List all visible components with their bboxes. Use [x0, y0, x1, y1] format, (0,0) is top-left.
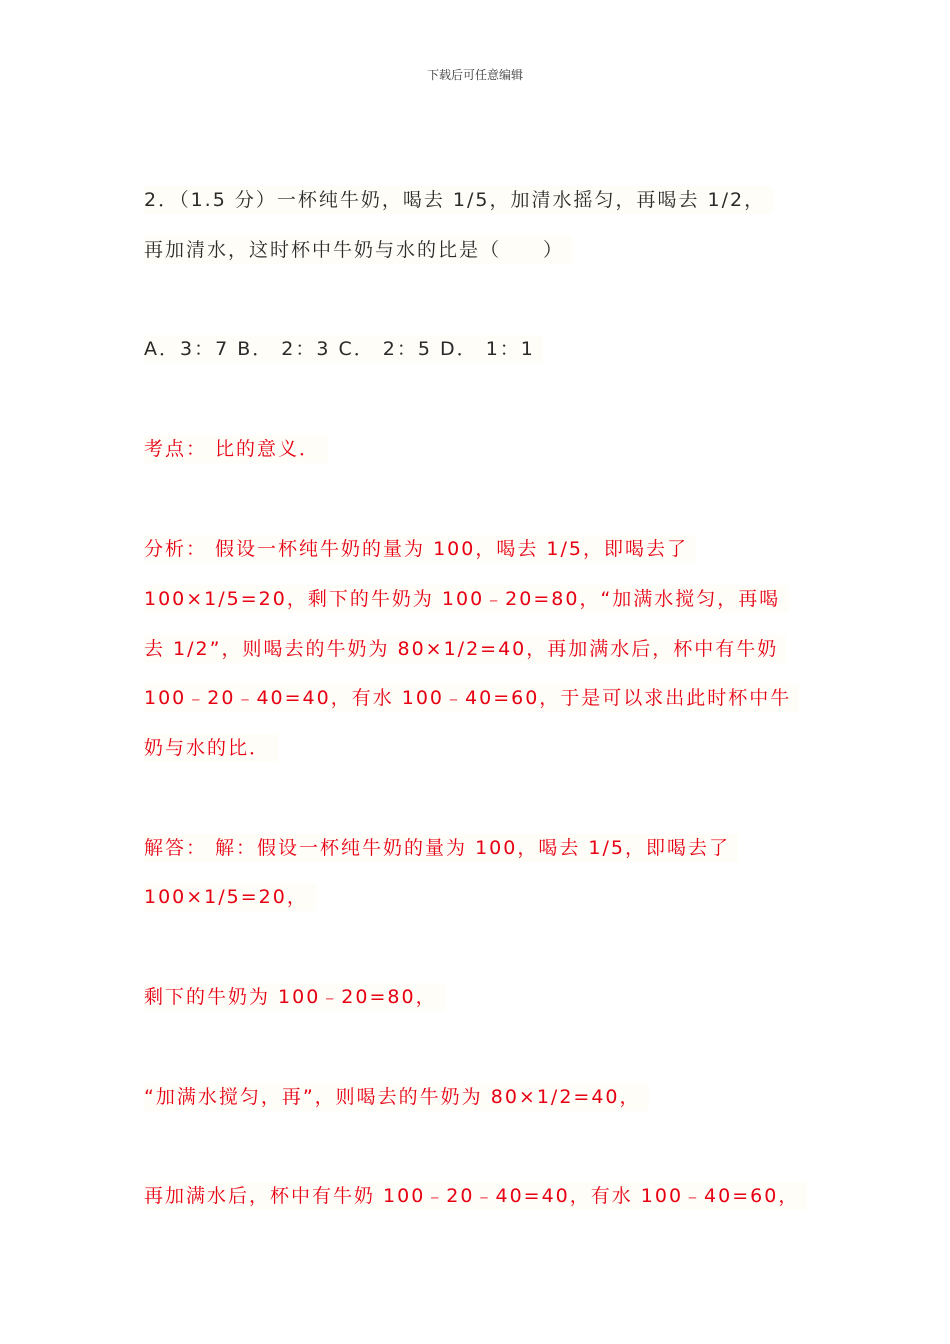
fenxi-line-3: 去 1/2”，则喝去的牛奶为 80×1/2=40，再加满水后，杯中有牛奶 — [144, 635, 786, 663]
question-line-1: 2．（1.5 分）一杯纯牛奶，喝去 1/5，加清水摇匀，再喝去 1/2， — [144, 186, 773, 214]
step-line-3: 再加满水后，杯中有牛奶 100﹣20﹣40=40，有水 100﹣40=60， — [144, 1182, 807, 1210]
question-line-2: 再加清水，这时杯中牛奶与水的比是（ ） — [144, 236, 572, 264]
kaodian-line: 考点： 比的意义． — [144, 435, 328, 463]
fenxi-line-2: 100×1/5=20，剩下的牛奶为 100﹣20=80，“加满水搅匀，再喝 — [144, 585, 788, 613]
fenxi-line-4: 100﹣20﹣40=40，有水 100﹣40=60，于是可以求出此时杯中牛 — [144, 684, 799, 712]
jieda-line-1: 解答： 解：假设一杯纯牛奶的量为 100，喝去 1/5，即喝去了 — [144, 834, 738, 862]
step-line-1: 剩下的牛奶为 100﹣20=80， — [144, 983, 445, 1011]
fenxi-line-1: 分析： 假设一杯纯牛奶的量为 100，喝去 1/5，即喝去了 — [144, 535, 696, 563]
answer-options: A．3：7 B． 2：3 C． 2：5 D． 1：1 — [144, 335, 543, 363]
jieda-line-2: 100×1/5=20， — [144, 883, 316, 911]
page-header: 下载后可任意编辑 — [426, 68, 523, 82]
step-line-2: “加满水搅匀，再”，则喝去的牛奶为 80×1/2=40， — [144, 1083, 649, 1111]
fenxi-line-5: 奶与水的比． — [144, 734, 278, 762]
